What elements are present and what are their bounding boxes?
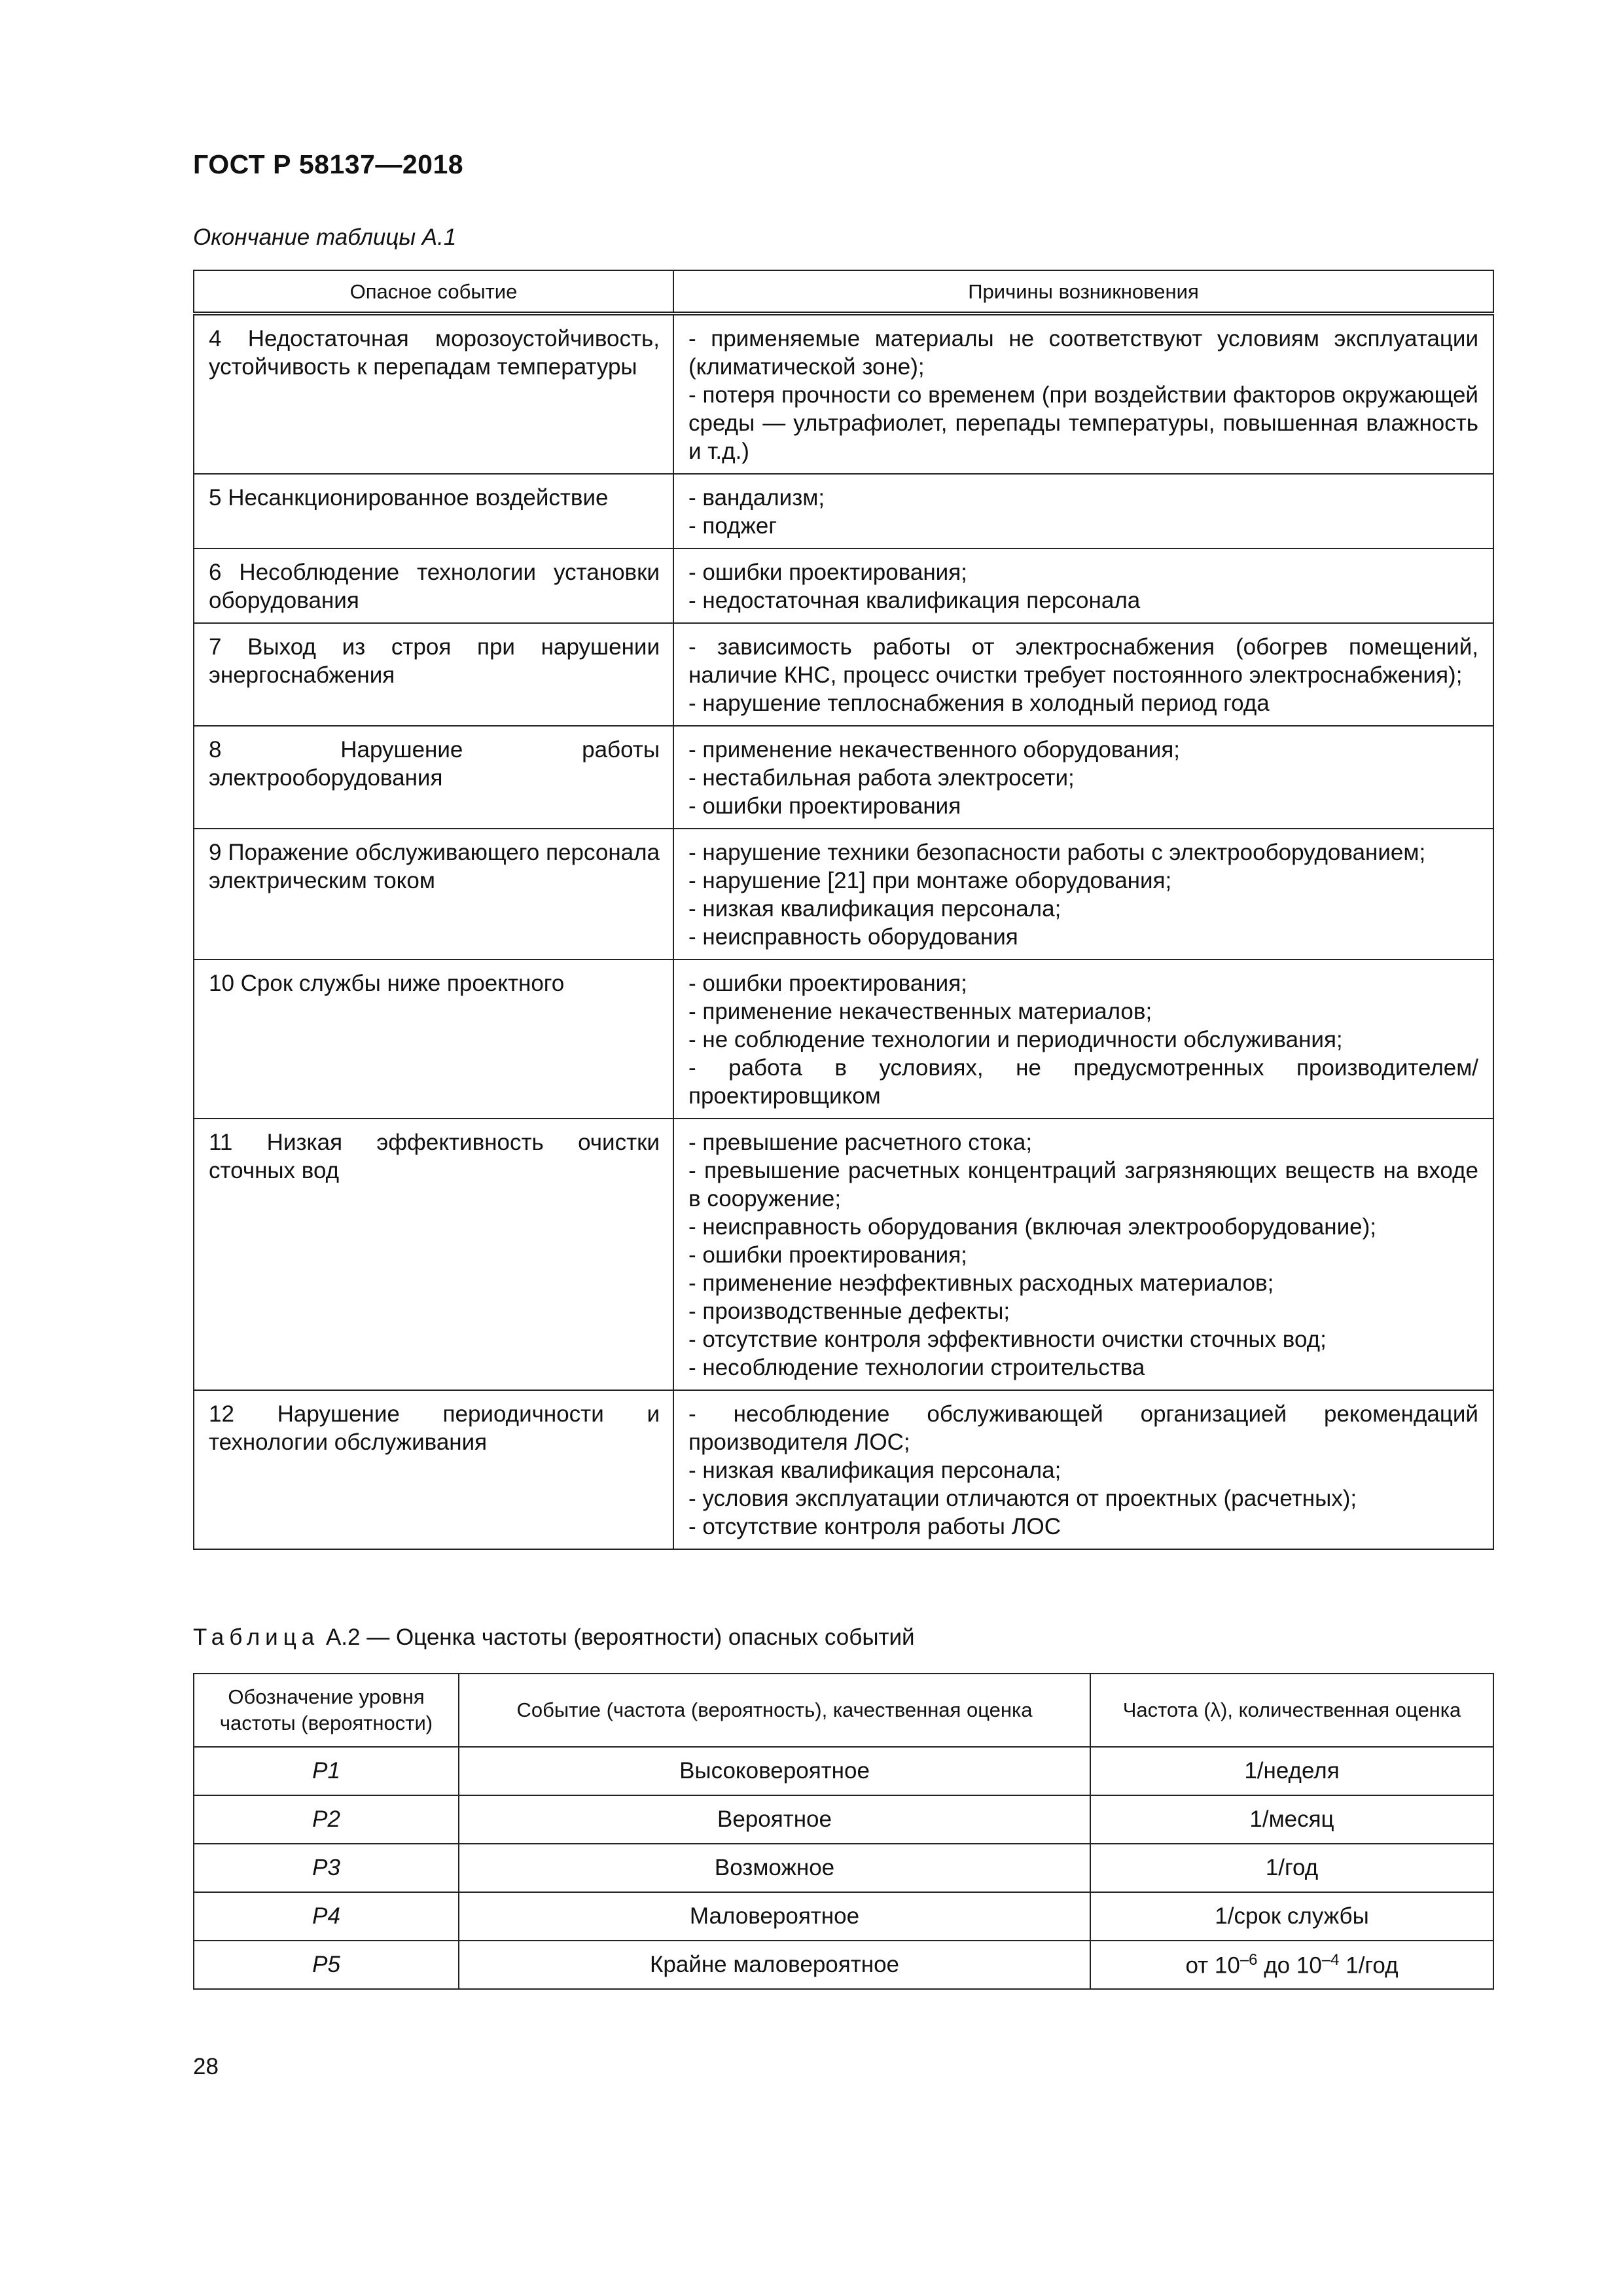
event-cell: 12 Нарушение периодичности и технологии обслуживания — [194, 1390, 673, 1549]
table-a1 — [193, 270, 1494, 1550]
level-cell: Р3 — [194, 1844, 459, 1892]
table-a1-body — [194, 314, 1493, 1549]
cause-item: - вандализм; — [688, 485, 825, 511]
cause-item: - отсутствие контроля работы ЛОС — [688, 1514, 1061, 1539]
event-cell: 9 Поражение обслуживающего персонала электрическим током — [194, 829, 673, 960]
frequency-cell: 1/срок службы — [1090, 1892, 1493, 1941]
cause-item: - ошибки проектирования — [688, 793, 961, 819]
column-header-level: Обозначение уровня частоты (вероятности) — [194, 1674, 459, 1747]
table-a2 — [193, 1673, 1494, 1990]
event-cell: Крайне маловероятное — [459, 1941, 1090, 1989]
cause-item: - условия эксплуатации отличаются от проектных (расчетных); — [688, 1486, 1357, 1511]
table-a2-caption-text: А.2 — Оценка частоты (вероятности) опасных событий — [319, 1624, 915, 1650]
level-cell: Р1 — [194, 1747, 459, 1795]
causes-cell — [673, 726, 1493, 829]
level-cell: Р2 — [194, 1795, 459, 1844]
table-a1-caption: Окончание таблицы А.1 — [193, 224, 457, 250]
freq-mid: до 10 — [1257, 1952, 1322, 1979]
cause-item: - ошибки проектирования; — [688, 560, 967, 585]
page-number: 28 — [193, 2054, 219, 2079]
cause-item: - поджег — [688, 513, 777, 539]
cause-item: - ошибки проектирования; — [688, 971, 967, 996]
table-a2-caption — [193, 1624, 915, 1651]
cause-item: - нарушение теплоснабжения в холодный период года — [688, 691, 1270, 716]
cause-item: - отсутствие контроля эффективности очистки сточных вод; — [688, 1327, 1327, 1352]
table-row — [194, 548, 1493, 623]
level-cell: Р4 — [194, 1892, 459, 1941]
column-header-causes: Причины возникновения — [673, 270, 1493, 314]
causes-cell — [673, 548, 1493, 623]
frequency-cell: 1/неделя — [1090, 1747, 1493, 1795]
causes-cell — [673, 474, 1493, 548]
event-cell: 11 Низкая эффективность очистки сточных вод — [194, 1119, 673, 1390]
event-cell: Возможное — [459, 1844, 1090, 1892]
cause-item: - низкая квалификация персонала; — [688, 1458, 1061, 1483]
cause-item: - несоблюдение обслуживающей организацией рекомендаций производителя ЛОС; — [688, 1401, 1478, 1455]
event-cell: Вероятное — [459, 1795, 1090, 1844]
table-row — [194, 623, 1493, 726]
document-title: ГОСТ Р 58137—2018 — [193, 149, 464, 179]
level-cell: Р5 — [194, 1941, 459, 1989]
cause-item: - производственные дефекты; — [688, 1299, 1010, 1324]
column-header-event: Опасное событие — [194, 270, 673, 314]
cause-item: - зависимость работы от электроснабжения (обогрев помещений, наличие КНС, процесс очистки требует постоянного электроснабжения); — [688, 634, 1478, 688]
freq-exponent-2: –4 — [1321, 1950, 1340, 1969]
table-row — [194, 1941, 1493, 1989]
cause-item: - недостаточная квалификация персонала — [688, 588, 1141, 613]
frequency-cell: 1/месяц — [1090, 1795, 1493, 1844]
cause-item: - неисправность оборудования — [688, 924, 1018, 950]
causes-cell — [673, 1119, 1493, 1390]
cause-item: - ошибки проектирования; — [688, 1242, 967, 1268]
table-row — [194, 474, 1493, 548]
cause-item: - применение неэффективных расходных материалов; — [688, 1270, 1274, 1296]
frequency-cell — [1090, 1941, 1493, 1989]
table-header-row — [194, 270, 1493, 314]
event-cell: 5 Несанкционированное воздействие — [194, 474, 673, 548]
cause-item: - применение некачественного оборудования; — [688, 737, 1181, 762]
table-row — [194, 960, 1493, 1119]
event-cell: 10 Срок службы ниже проектного — [194, 960, 673, 1119]
freq-from: от 10 — [1185, 1952, 1240, 1979]
table-row — [194, 1390, 1493, 1549]
table-row — [194, 829, 1493, 960]
column-header-quantitative: Частота (λ), количественная оценка — [1090, 1674, 1493, 1747]
cause-item: - превышение расчетных концентраций загрязняющих веществ на входе в сооружение; — [688, 1158, 1478, 1211]
cause-item: - нестабильная работа электросети; — [688, 765, 1075, 791]
cause-item: - превышение расчетного стока; — [688, 1130, 1033, 1155]
cause-item: - нарушение техники безопасности работы с электрооборудованием; — [688, 840, 1426, 865]
table-header-row — [194, 1674, 1493, 1747]
table-row — [194, 726, 1493, 829]
cause-item: - работа в условиях, не предусмотренных производителем/проектировщиком — [688, 1055, 1478, 1109]
causes-cell — [673, 960, 1493, 1119]
freq-exponent-1: –6 — [1240, 1950, 1258, 1969]
causes-cell — [673, 1390, 1493, 1549]
cause-item: - нарушение [21] при монтаже оборудования; — [688, 868, 1172, 893]
cause-item: - не соблюдение технологии и периодичности обслуживания; — [688, 1027, 1343, 1052]
frequency-cell: 1/год — [1090, 1844, 1493, 1892]
causes-cell — [673, 623, 1493, 726]
event-cell: 4 Недостаточная морозоустойчивость, устойчивость к перепадам температуры — [194, 314, 673, 474]
freq-tail: 1/год — [1339, 1952, 1399, 1979]
cause-item: - несоблюдение технологии строительства — [688, 1355, 1145, 1380]
table-row — [194, 1892, 1493, 1941]
cause-item: - потеря прочности со временем (при воздействии факторов окружающей среды — ультрафиолет, перепады температуры, повышенная влажность и т.д.) — [688, 382, 1478, 464]
cause-item: - неисправность оборудования (включая электрооборудование); — [688, 1214, 1377, 1240]
table-row — [194, 1119, 1493, 1390]
table-row — [194, 314, 1493, 474]
causes-cell — [673, 314, 1493, 474]
table-row — [194, 1795, 1493, 1844]
event-cell: 8 Нарушение работы электрооборудования — [194, 726, 673, 829]
event-cell: Маловероятное — [459, 1892, 1090, 1941]
table-row — [194, 1844, 1493, 1892]
column-header-qualitative: Событие (частота (вероятность), качественная оценка — [459, 1674, 1090, 1747]
cause-item: - применяемые материалы не соответствуют условиям эксплуатации (климатической зоне); — [688, 326, 1478, 380]
cause-item: - применение некачественных материалов; — [688, 999, 1152, 1024]
event-cell: Высоковероятное — [459, 1747, 1090, 1795]
event-cell: 6 Несоблюдение технологии установки оборудования — [194, 548, 673, 623]
table-row — [194, 1747, 1493, 1795]
cause-item: - низкая квалификация персонала; — [688, 896, 1061, 922]
event-cell: 7 Выход из строя при нарушении энергоснабжения — [194, 623, 673, 726]
causes-cell — [673, 829, 1493, 960]
table-a2-caption-prefix: Таблица — [193, 1624, 320, 1650]
